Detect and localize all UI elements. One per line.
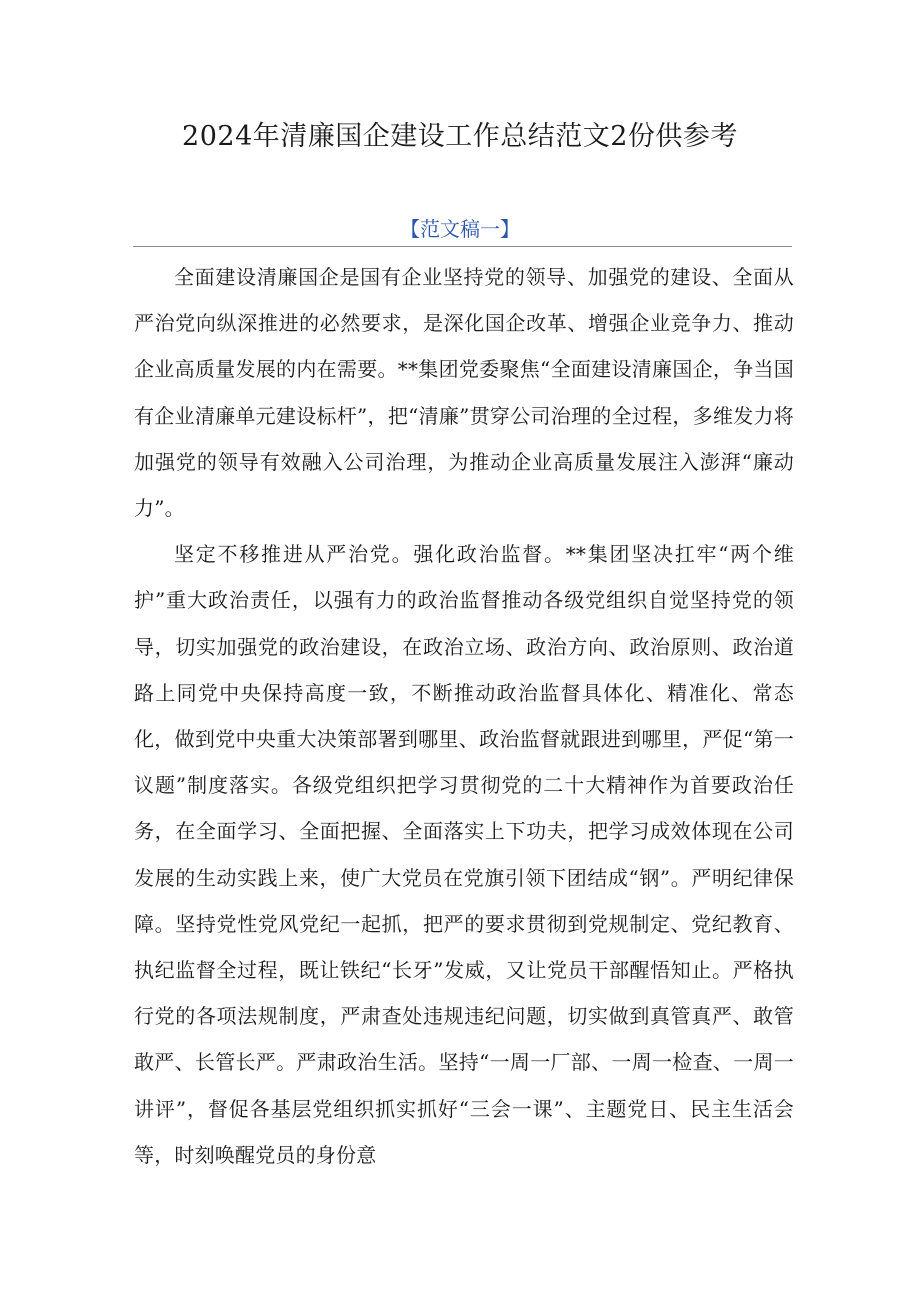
document-body	[134, 254, 794, 1178]
document-title: 2024年清廉国企建设工作总结范文2份供参考	[182, 121, 738, 152]
section-heading: 【范文稿一】	[400, 217, 520, 241]
section-divider	[133, 246, 792, 247]
paragraph-intro: 全面建设清廉国企是国有企业坚持党的领导、加强党的建设、全面从严治党向纵深推进的必然要求，是深化国企改革、增强企业竞争力、推动企业高质量发展的内在需要。**集团党委聚焦“全面建设清廉国企，争当国有企业清廉单元建设标杆”，把“清廉”贯穿公司治理的全过程，多维发力将加强党的领导有效融入公司治理，为推动企业高质量发展注入澎湃“廉动力”。	[134, 265, 794, 521]
paragraph-discipline: 坚定不移推进从严治党。强化政治监督。**集团坚决扛牢“两个维护”重大政治责任，以强有力的政治监督推动各级党组织自觉坚持党的领导，切实加强党的政治建设，在政治立场、政治方向、政治原则、政治道路上同党中央保持高度一致，不断推动政治监督具体化、精准化、常态化，做到党中央重大决策部署到哪里、政治监督就跟进到哪里，严促“第一议题”制度落实。各级党组织把学习贯彻党的二十大精神作为首要政治任务，在全面学习、全面把握、全面落实上下功夫，把学习成效体现在公司发展的生动实践上来，使广大党员在党旗引领下团结成“钢”。严明纪律保障。坚持党性党风党纪一起抓，把严的要求贯彻到党规制定、党纪教育、执纪监督全过程，既让铁纪“长牙”发威，又让党员干部醒悟知止。严格执行党的各项法规制度，严肃查处违规违纪问题，切实做到真管真严、敢管敢严、长管长严。严肃政治生活。坚持“一周一厂部、一周一检查、一周一讲评”，督促各基层党组织抓实抓好“三会一课”、主题党日、民主生活会等，时刻唤醒党员的身份意	[134, 542, 794, 1167]
